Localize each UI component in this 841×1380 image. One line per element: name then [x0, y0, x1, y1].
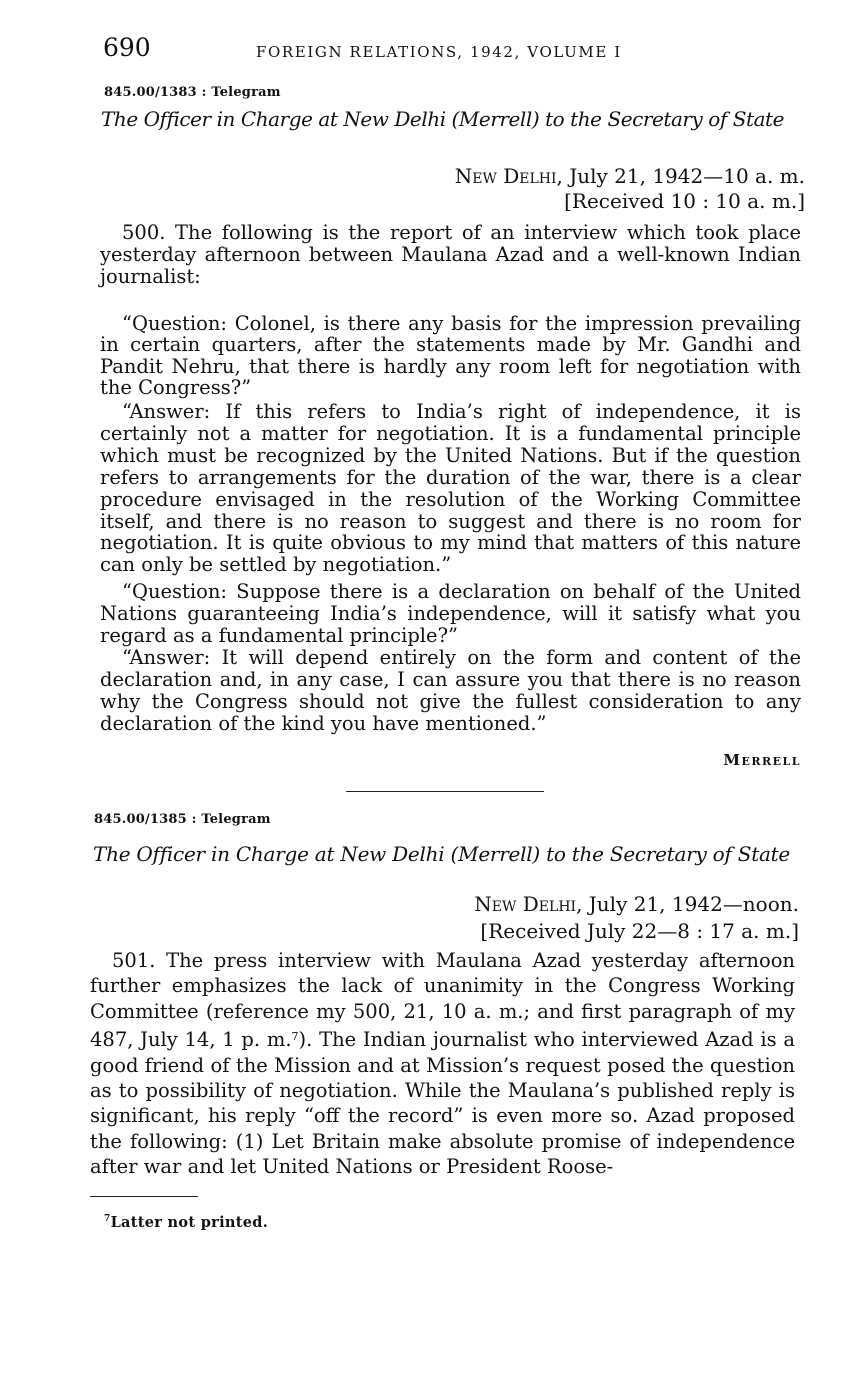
- doc1-title: The Officer in Charge at New Delhi (Merrell) to the Secretary of State: [101, 107, 785, 131]
- doc2-dateline: [474, 891, 799, 917]
- doc1-dateline-place: New Delhi: [454, 164, 557, 188]
- doc2-paragraph-part1: 501. The press interview with Maulana Azad yesterday afternoon further emphasizes the lack of unanimity in the Congress Working Committee (reference my 500, 21, 10 a. m.; and first paragraph of my 487, July 14, 1 p. m.: [90, 949, 795, 1052]
- footnote-mark: 7: [104, 1214, 111, 1224]
- doc2-footnote-ref: 7: [291, 1030, 299, 1044]
- doc2-paragraph-part2: ). The Indian journalist who interviewed Azad is a good friend of the Mission and at Mission’s request posed the question as to possibility of negotiation. While the Maulana’s published reply is significant, his reply “off the record” is even more so. Azad proposed the following: (1) Let Britain make absolute promise of independence after war and let United Nations or President Roose-: [90, 1028, 796, 1179]
- doc1-paragraph-4: “Question: Suppose there is a declaration on behalf of the United Nations guaranteeing India’s independence, will it satisfy what you regard as a fundamental principle?”: [100, 580, 801, 647]
- section-divider: [346, 791, 544, 792]
- doc1-dateline: [455, 163, 805, 189]
- footnote: [104, 1210, 268, 1232]
- doc1-paragraph-3: “Answer: If this refers to India’s right of independence, it is certainly not a matter for negotiation. It is a fundamental principle which must be recognized by the United Nations. But if the question refers to arrangements for the duration of the war, there is a clear procedure envisaged in the resolution of the Working Committee itself, and there is no reason to suggest and there is no room for negotiation. It is quite obvious to my mind that matters of this nature can only be settled by negotiation.”: [100, 400, 801, 577]
- doc1-signature: Merrell: [723, 751, 801, 769]
- doc1-dateline-rest: , July 21, 1942—10 a. m.: [556, 164, 805, 188]
- doc2-title: The Officer in Charge at New Delhi (Merrell) to the Secretary of State: [93, 842, 791, 866]
- doc1-paragraph-1: 500. The following is the report of an interview which took place yesterday afternoon between Maulana Azad and a well-known Indian journalist:: [100, 221, 801, 288]
- doc2-received: [Received July 22—8 : 17 a. m.]: [480, 919, 799, 943]
- doc2-dateline-place: New Delhi: [474, 892, 577, 916]
- doc1-id: 845.00/1383 : Telegram: [104, 85, 281, 100]
- footnote-text: Latter not printed.: [110, 1214, 269, 1231]
- doc2-id: 845.00/1385 : Telegram: [94, 812, 271, 827]
- doc2-paragraph-1: [90, 948, 795, 1180]
- running-title: FOREIGN RELATIONS, 1942, VOLUME I: [256, 43, 622, 61]
- doc1-paragraph-2: “Question: Colonel, is there any basis for the impression prevailing in certain quarters, after the statements made by Mr. Gandhi and Pandit Nehru, that there is hardly any room left for negotiation with the Congress?”: [100, 312, 801, 400]
- footnote-rule: [90, 1196, 198, 1197]
- doc1-received: [Received 10 : 10 a. m.]: [564, 189, 805, 213]
- page-number: 690: [103, 33, 151, 62]
- doc1-paragraph-5: “Answer: It will depend entirely on the form and content of the declaration and, in any case, I can assure you that there is no reason why the Congress should not give the fullest consideration to any declaration of the kind you have mentioned.”: [100, 646, 801, 735]
- doc2-dateline-rest: , July 21, 1942—noon.: [576, 892, 799, 916]
